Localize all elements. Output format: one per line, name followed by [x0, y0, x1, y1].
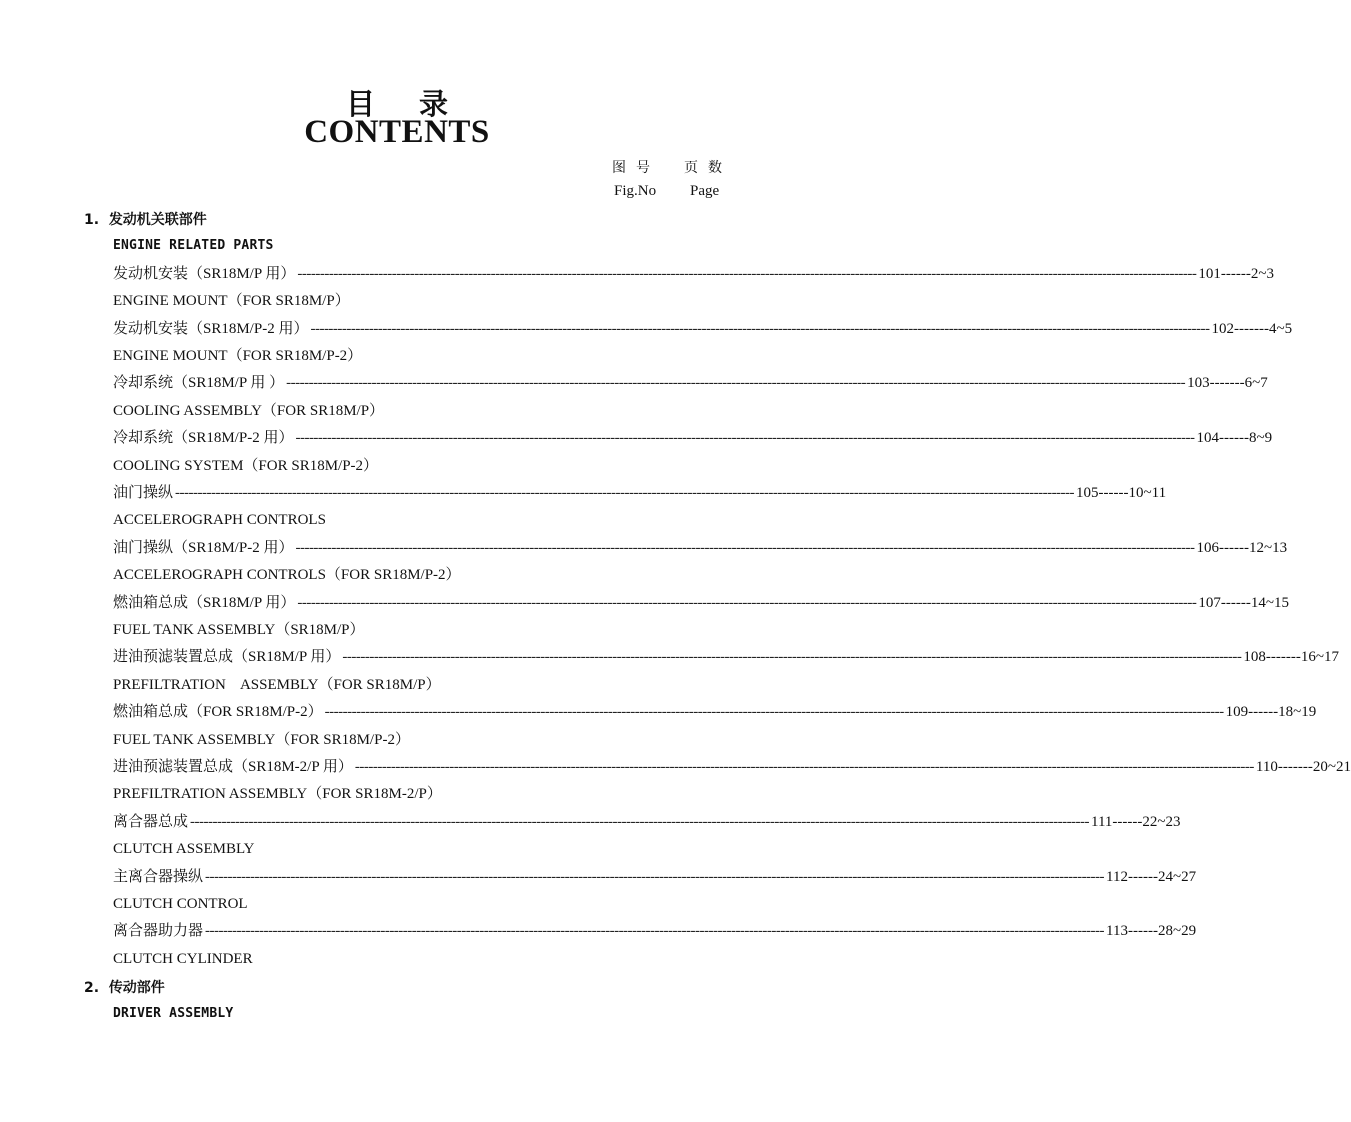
dot-leader: -------------------------------------------------------------------------------------------------------------------------------------------------------------------------------------------------------- — [190, 814, 1090, 830]
header-fig-no-cn: 图号 — [612, 160, 660, 176]
section-title-cn: 传动部件 — [108, 980, 165, 996]
entry-title-cn: 进油预滤装置总成（SR18M/P 用） — [113, 649, 341, 665]
toc-entry[interactable] — [113, 702, 1317, 722]
entry-fig-page: 107------14~15 — [1198, 595, 1290, 611]
toc-entry[interactable] — [113, 593, 1290, 613]
entry-title-cn: 冷却系统（SR18M/P 用 ） — [113, 375, 285, 391]
entry-title-en: PREFILTRATION ASSEMBLY（FOR SR18M-2/P） — [113, 786, 442, 802]
dot-leader: -------------------------------------------------------------------------------------------------------------------------------------------------------------------------------------------------------- — [205, 869, 1105, 885]
entry-fig-page: 108-------16~17 — [1243, 649, 1340, 665]
section-heading-cn — [84, 977, 165, 997]
entry-title-en: CLUTCH ASSEMBLY — [113, 841, 255, 857]
entry-fig-page: 102-------4~5 — [1211, 321, 1293, 337]
entry-title-cn: 燃油箱总成（FOR SR18M/P-2） — [113, 704, 323, 720]
entry-title-en: CLUTCH CYLINDER — [113, 951, 253, 967]
entry-title-en: COOLING ASSEMBLY（FOR SR18M/P） — [113, 403, 385, 419]
entry-title-cn: 进油预滤装置总成（SR18M-2/P 用） — [113, 759, 353, 775]
entry-fig-page: 112------24~27 — [1106, 869, 1197, 885]
entry-title-cn: 冷却系统（SR18M/P-2 用） — [113, 430, 294, 446]
header-page-en: Page — [690, 183, 720, 199]
entry-title-cn: 发动机安装（SR18M/P-2 用） — [113, 321, 309, 337]
section-number: 2. — [84, 980, 100, 996]
section-number: 1. — [84, 212, 100, 228]
entry-fig-page: 106------12~13 — [1196, 540, 1288, 556]
toc-entry[interactable] — [113, 264, 1275, 284]
dot-leader: -------------------------------------------------------------------------------------------------------------------------------------------------------------------------------------------------------- — [286, 375, 1186, 391]
dot-leader: -------------------------------------------------------------------------------------------------------------------------------------------------------------------------------------------------------- — [297, 595, 1197, 611]
entry-fig-page: 111------22~23 — [1091, 814, 1181, 830]
toc-entry[interactable] — [113, 428, 1273, 448]
header-fig-no-en: Fig.No — [614, 183, 657, 199]
dot-leader: -------------------------------------------------------------------------------------------------------------------------------------------------------------------------------------------------------- — [175, 485, 1075, 501]
entry-title-en: ACCELEROGRAPH CONTROLS（FOR SR18M/P-2） — [113, 567, 461, 583]
title-chinese: 目 录 — [345, 87, 449, 121]
dot-leader: -------------------------------------------------------------------------------------------------------------------------------------------------------------------------------------------------------- — [295, 430, 1195, 446]
dot-leader: -------------------------------------------------------------------------------------------------------------------------------------------------------------------------------------------------------- — [324, 704, 1224, 720]
entry-title-en: ENGINE MOUNT（FOR SR18M/P） — [113, 293, 350, 309]
entry-title-en: FUEL TANK ASSEMBLY（FOR SR18M/P-2） — [113, 732, 410, 748]
entry-title-cn: 发动机安装（SR18M/P 用） — [113, 266, 296, 282]
toc-entry[interactable] — [113, 757, 1351, 777]
entry-title-en: PREFILTRATION ASSEMBLY（FOR SR18M/P） — [113, 677, 441, 693]
toc-entry[interactable] — [113, 538, 1288, 558]
entry-title-cn: 燃油箱总成（SR18M/P 用） — [113, 595, 296, 611]
entry-fig-page: 105------10~11 — [1076, 485, 1167, 501]
dot-leader: -------------------------------------------------------------------------------------------------------------------------------------------------------------------------------------------------------- — [342, 649, 1242, 665]
entry-title-cn: 离合器助力器 — [113, 923, 204, 939]
section-title-en: ENGINE RELATED PARTS — [113, 238, 274, 253]
entry-fig-page: 101------2~3 — [1198, 266, 1275, 282]
entry-title-en: FUEL TANK ASSEMBLY（SR18M/P） — [113, 622, 365, 638]
toc-entry[interactable] — [113, 373, 1268, 393]
entry-fig-page: 109------18~19 — [1225, 704, 1317, 720]
toc-entry[interactable] — [113, 319, 1293, 339]
entry-fig-page: 104------8~9 — [1196, 430, 1273, 446]
toc-entry[interactable] — [113, 483, 1167, 503]
entry-title-en: CLUTCH CONTROL — [113, 896, 248, 912]
dot-leader: -------------------------------------------------------------------------------------------------------------------------------------------------------------------------------------------------------- — [205, 923, 1105, 939]
entry-title-cn: 主离合器操纵 — [113, 869, 204, 885]
entry-title-cn: 离合器总成 — [113, 814, 189, 830]
dot-leader: -------------------------------------------------------------------------------------------------------------------------------------------------------------------------------------------------------- — [310, 321, 1210, 337]
section-title-en: DRIVER ASSEMBLY — [113, 1006, 234, 1021]
entry-fig-page: 110-------20~21 — [1255, 759, 1351, 775]
header-page-cn: 页数 — [684, 160, 732, 176]
toc-entry[interactable] — [113, 647, 1340, 667]
toc-entry[interactable] — [113, 812, 1181, 832]
entry-title-en: ENGINE MOUNT（FOR SR18M/P-2） — [113, 348, 363, 364]
dot-leader: -------------------------------------------------------------------------------------------------------------------------------------------------------------------------------------------------------- — [295, 540, 1195, 556]
section-heading-cn — [84, 209, 207, 229]
section-title-cn: 发动机关联部件 — [108, 212, 207, 228]
entry-title-en: COOLING SYSTEM（FOR SR18M/P-2） — [113, 458, 379, 474]
dot-leader: -------------------------------------------------------------------------------------------------------------------------------------------------------------------------------------------------------- — [297, 266, 1197, 282]
entry-title-en: ACCELEROGRAPH CONTROLS — [113, 512, 326, 528]
entry-title-cn: 油门操纵（SR18M/P-2 用） — [113, 540, 294, 556]
entry-fig-page: 103-------6~7 — [1187, 375, 1268, 391]
dot-leader: -------------------------------------------------------------------------------------------------------------------------------------------------------------------------------------------------------- — [354, 759, 1254, 775]
entry-fig-page: 113------28~29 — [1106, 923, 1197, 939]
entry-title-cn: 油门操纵 — [113, 485, 174, 501]
title-english: CONTENTS — [304, 114, 490, 150]
toc-entry[interactable] — [113, 867, 1197, 887]
toc-entry[interactable] — [113, 921, 1197, 941]
